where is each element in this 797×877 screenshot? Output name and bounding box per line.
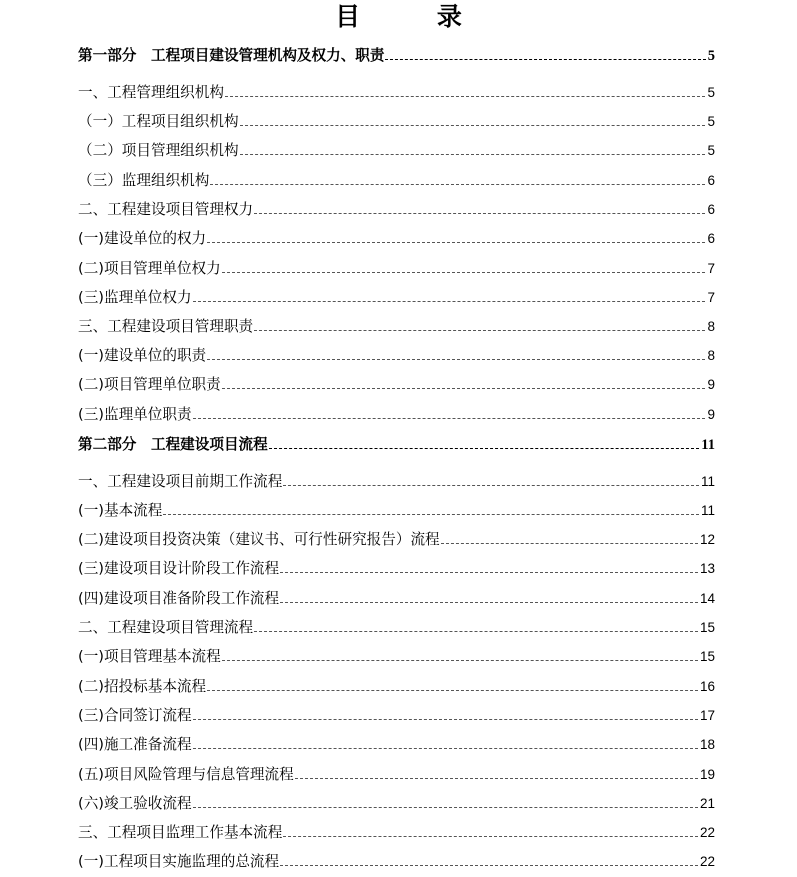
toc-entry-label: 三、工程建设项目管理职责	[78, 318, 254, 335]
toc-page-number: 11	[701, 437, 715, 453]
toc-entry-label: (四)建设项目准备阶段工作流程	[78, 590, 280, 607]
toc-entry-label: (二)项目管理单位职责	[78, 376, 221, 393]
toc-page-number: 15	[699, 649, 715, 664]
toc-leader-line	[254, 212, 705, 214]
toc-entry[interactable]	[78, 820, 715, 842]
toc-page-number: 14	[699, 591, 715, 606]
toc-entry[interactable]	[78, 402, 715, 424]
toc-leader-line	[163, 513, 699, 515]
toc-leader-line	[193, 806, 698, 808]
toc-entry[interactable]	[78, 343, 715, 365]
toc-entry-label: (五)项目风险管理与信息管理流程	[78, 766, 294, 783]
toc-entry[interactable]	[78, 314, 715, 336]
toc-leader-line	[207, 241, 705, 243]
toc-entry[interactable]	[78, 138, 715, 160]
toc-page-number: 8	[707, 348, 715, 363]
toc-part-heading[interactable]	[78, 432, 715, 454]
toc-page-number: 9	[707, 407, 715, 422]
toc-leader-line	[210, 183, 705, 185]
toc-entry[interactable]	[78, 527, 715, 549]
toc-entry-label: (三)合同签订流程	[78, 707, 192, 724]
toc-entry[interactable]	[78, 791, 715, 813]
page-title: 目 录	[335, 2, 496, 31]
toc-leader-line	[193, 718, 698, 720]
toc-page-number: 5	[707, 114, 715, 129]
toc-leader-line	[280, 601, 698, 603]
toc-page-number: 6	[707, 231, 715, 246]
toc-page-number: 9	[707, 377, 715, 392]
toc-page-number: 12	[699, 532, 715, 547]
toc-leader-line	[225, 95, 706, 97]
toc-leader-line	[222, 659, 698, 661]
toc-part-heading[interactable]	[78, 43, 715, 65]
toc-leader-line	[193, 747, 698, 749]
toc-page-number: 11	[700, 474, 715, 489]
toc-leader-line	[283, 484, 699, 486]
toc-entry-label: (四)施工准备流程	[78, 736, 192, 753]
toc-entry-label: 第二部分 工程建设项目流程	[78, 436, 268, 453]
toc-page-number: 21	[699, 796, 715, 811]
toc-leader-line	[269, 447, 700, 449]
toc-page-number: 5	[707, 85, 715, 100]
toc-page-number: 13	[699, 561, 715, 576]
toc-entry-label: (二)招投标基本流程	[78, 678, 207, 695]
toc-entry[interactable]	[78, 197, 715, 219]
toc-entry-label: 二、工程建设项目管理权力	[78, 201, 254, 218]
toc-leader-line	[254, 329, 705, 331]
toc-entry[interactable]	[78, 644, 715, 666]
toc-entry[interactable]	[78, 168, 715, 190]
toc-page-number: 5	[707, 48, 715, 64]
toc-leader-line	[193, 417, 706, 419]
toc-page-number: 22	[699, 854, 715, 869]
toc-entry[interactable]	[78, 80, 715, 102]
toc-entry[interactable]	[78, 498, 715, 520]
toc-page-number: 11	[700, 503, 715, 518]
toc-entry-label: 二、工程建设项目管理流程	[78, 619, 254, 636]
toc-leader-line	[280, 571, 698, 573]
toc-leader-line	[240, 124, 706, 126]
toc-entry-label: (二)建设项目投资决策（建议书、可行性研究报告）流程	[78, 531, 440, 548]
toc-entry-label: （二）项目管理组织机构	[78, 142, 239, 159]
toc-entry[interactable]	[78, 556, 715, 578]
toc-page-number: 18	[699, 737, 715, 752]
toc-leader-line	[240, 153, 706, 155]
toc-leader-line	[283, 835, 698, 837]
toc-page-number: 17	[699, 708, 715, 723]
toc-entry-label: (一)项目管理基本流程	[78, 648, 221, 665]
toc-entry-label: (一)基本流程	[78, 502, 163, 519]
toc-page-number: 5	[707, 143, 715, 158]
toc-entry[interactable]	[78, 586, 715, 608]
toc-page-number: 16	[699, 679, 715, 694]
toc-leader-line	[222, 271, 706, 273]
toc-page-number: 6	[707, 202, 715, 217]
toc-entry[interactable]	[78, 372, 715, 394]
toc-page-number: 6	[707, 173, 715, 188]
toc-page-number: 15	[699, 620, 715, 635]
toc-entry[interactable]	[78, 109, 715, 131]
toc-entry-label: 三、工程项目监理工作基本流程	[78, 824, 283, 841]
toc-entry[interactable]	[78, 469, 715, 491]
toc-entry[interactable]	[78, 256, 715, 278]
toc-leader-line	[207, 689, 698, 691]
toc-leader-line	[441, 542, 698, 544]
toc-entry-label: 一、工程管理组织机构	[78, 84, 224, 101]
toc-page-number: 8	[707, 319, 715, 334]
toc-entry-label: (一)工程项目实施监理的总流程	[78, 853, 280, 870]
toc-leader-line	[193, 300, 706, 302]
toc-entry-label: (三)建设项目设计阶段工作流程	[78, 560, 280, 577]
toc-entry-label: (一)建设单位的权力	[78, 230, 207, 247]
toc-leader-line	[207, 358, 705, 360]
toc-entry[interactable]	[78, 849, 715, 871]
toc-leader-line	[295, 777, 698, 779]
toc-entry-label: 第一部分 工程项目建设管理机构及权力、职责	[78, 47, 385, 64]
toc-page-number: 22	[699, 825, 715, 840]
toc-entry-label: (三)监理单位职责	[78, 406, 192, 423]
toc-leader-line	[280, 864, 698, 866]
toc-entry[interactable]	[78, 762, 715, 784]
toc-entry[interactable]	[78, 674, 715, 696]
toc-entry-label: (一)建设单位的职责	[78, 347, 207, 364]
toc-entry[interactable]	[78, 615, 715, 637]
toc-page-number: 19	[699, 767, 715, 782]
toc-entry-label: (二)项目管理单位权力	[78, 260, 221, 277]
toc-leader-line	[385, 58, 705, 60]
toc-page-number: 7	[707, 290, 715, 305]
toc-entry[interactable]	[78, 285, 715, 307]
toc-entry[interactable]	[78, 226, 715, 248]
toc-leader-line	[254, 630, 698, 632]
toc-entry[interactable]	[78, 703, 715, 725]
toc-leader-line	[222, 387, 706, 389]
toc-entry[interactable]	[78, 732, 715, 754]
toc-entry-label: (六)竣工验收流程	[78, 795, 192, 812]
toc-entry-label: （三）监理组织机构	[78, 172, 210, 189]
toc-entry-label: (三)监理单位权力	[78, 289, 192, 306]
toc-entry-label: 一、工程建设项目前期工作流程	[78, 473, 283, 490]
toc-page-number: 7	[707, 261, 715, 276]
toc-entry-label: （一）工程项目组织机构	[78, 113, 239, 130]
